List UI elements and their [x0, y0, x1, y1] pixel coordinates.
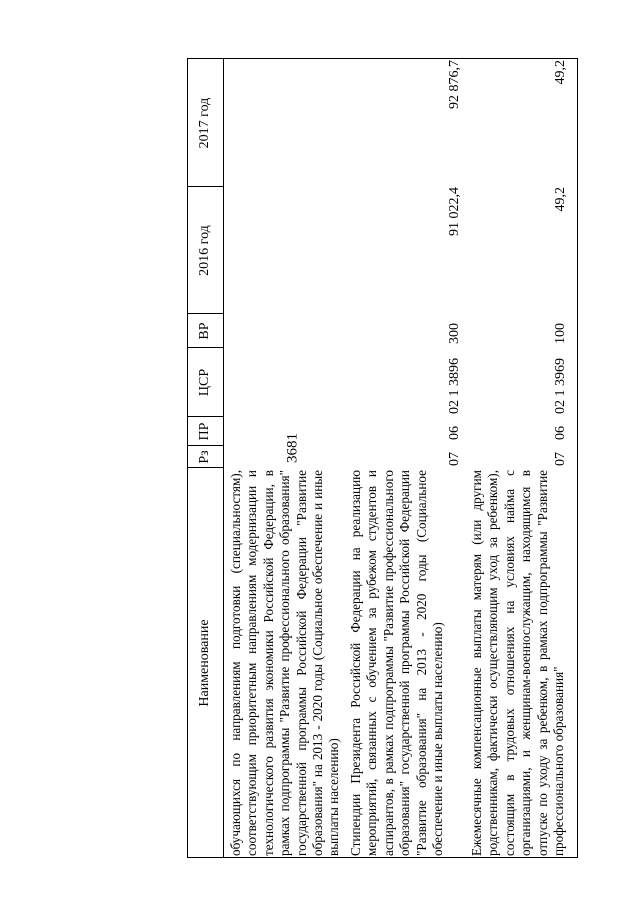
row-csr: 02 1 3969	[553, 358, 568, 414]
row-2016: 91 022,4	[447, 187, 462, 236]
row-rz: 07	[447, 452, 462, 466]
row-csr: 02 1 3896	[447, 358, 462, 414]
row-vr: 100	[553, 323, 568, 344]
row-pr: 06	[553, 426, 568, 440]
header-2016: 2016 год	[197, 225, 212, 276]
header-vr: ВР	[197, 322, 212, 340]
row-name: Ежемесячные компенсационные выплаты матерям (или другим родственникам, фактически осуществляющим уход за ребенком), состоящим в трудовых отношениях на условиях найма с организациями, и женщинам-военнослужащим, находящимся в отпуске по уходу за ребенком, в рамках подпрограммы "Развитие профессионального образования"	[469, 470, 567, 856]
row-name: обучающихся по направлениям подготовки (специальностям), соответствующим приоритетным направлениям модернизации и технологического развития экономики Российской Федерации, в рамках подпрограммы "Развитие профессионального образования" государственной программы Российской Федерации "Развитие образования" на 2013 - 2020 годы (Социальное обеспечение и иные выплаты населению)	[228, 470, 342, 856]
header-2017: 2017 год	[197, 97, 212, 149]
row-rz: 07	[553, 452, 568, 466]
row-name: Стипендии Президента Российской Федерации на реализацию мероприятий, связанных с обучением за рубежом студентов и аспирантов, в рамках подпрограммы "Развитие профессионального образования" государственной программы Российской Федерации "Развитие образования" на 2013 - 2020 годы (Социальное обеспечение и иные выплаты населению)	[348, 470, 446, 856]
header-name: Наименование	[197, 619, 212, 707]
row-2016: 49,2	[553, 187, 568, 212]
row-2017: 92 876,7	[447, 60, 462, 109]
header-csr: ЦСР	[197, 368, 212, 397]
header-pr: ПР	[197, 422, 212, 441]
header-rz: Рз	[197, 450, 212, 464]
page-number: 3681	[284, 433, 301, 463]
row-2017: 49,2	[553, 60, 568, 85]
row-pr: 06	[447, 426, 462, 440]
row-vr: 300	[447, 323, 462, 344]
rotated-table	[187, 58, 577, 858]
budget-table	[187, 58, 577, 858]
